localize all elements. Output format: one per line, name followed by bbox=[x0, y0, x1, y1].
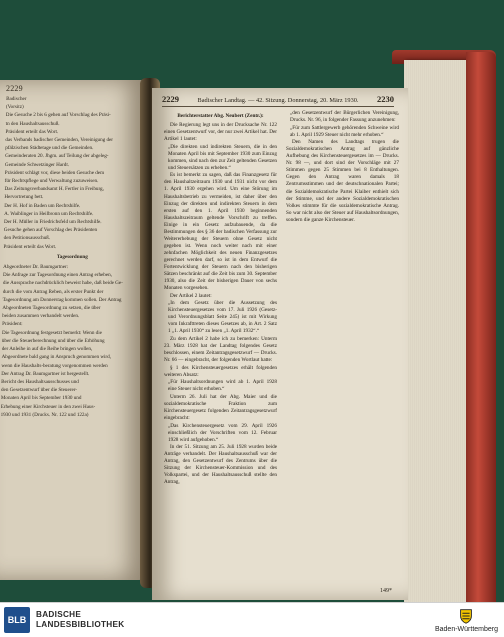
left-page-line: Bericht des Haushaltsausschusses und bbox=[1, 378, 79, 385]
page-signature: 149* bbox=[380, 588, 392, 594]
paragraph: „In dem Gesetz über die Aussetzung des Kirchensteuergesetzes vom 17. Juli 1926 (Gesetz- und Verordnungsblatt Seite 245) ist mit Wirkung vom Inkrafttreten dieses Gesetzes ab, in Art. 2 Satz 1 „1. April 1930“ zu lesen „1. April 1932“.“ bbox=[168, 300, 277, 335]
left-page-line: über die Steuerberechnung und über die Erhöhung bbox=[1, 337, 105, 344]
left-page-line: Der H. Müller in Friedrichsfeld um Rechtshilfe. bbox=[3, 219, 102, 226]
left-page-line: tn den Haushaltsausschuß. bbox=[5, 120, 60, 127]
text-column-1 bbox=[164, 110, 277, 580]
running-head: Badischer Landtag. — 42. Sitzung. Donnerstag, 20. März 1930. bbox=[197, 97, 359, 104]
left-page-line: wenn die Haushalts-beratung vorgenommen werden bbox=[1, 362, 108, 369]
paragraph: Die Regierung legt uns in der Drucksache Nr. 122 einen Gesetzentwurf vor, der nur zwei Artikel hat. Der Artikel 1 lautet: bbox=[164, 122, 278, 143]
state-name: Baden-Württemberg bbox=[434, 626, 498, 633]
blb-logo: BLB bbox=[4, 607, 30, 633]
left-page-number: 2229 bbox=[6, 84, 23, 93]
text-column-2 bbox=[286, 110, 399, 580]
paragraph: „Für Haushaltsordnungen wird ab 1. April 1928 eine Steuer nicht erhoben.“ bbox=[168, 379, 277, 393]
left-page-line: Badischer bbox=[6, 96, 27, 102]
blb-name bbox=[36, 610, 125, 630]
section-heading: Berichterstatter Abg. Neubert (Zentr.): bbox=[177, 113, 264, 119]
left-page-line: Tagesordnung bbox=[56, 253, 88, 260]
left-page-line: für Rechtspflege und Verwaltung zuzuweisen. bbox=[4, 178, 99, 185]
left-page-line: das Verbands badischer Gemeinden, Vereinigung der bbox=[5, 137, 114, 144]
left-page-line: Präsident schlägt vor, diese beiden Gesuche dem bbox=[4, 169, 105, 176]
right-page-number-left: 2229 bbox=[162, 94, 179, 104]
paragraph: In der 51. Sitzung am 25. Juli 1928 wurden beide Anträge verhandelt. Der Haushaltsausschuß war der Antrag, den Gesetzentwurf des Zentrums über die Sitzung der Kirchensteuer-Kommission und des Volkspartei, und der Haushaltsausschuß stellte den Antrag, bbox=[164, 444, 277, 486]
left-page-line: Tagesordnung am Donnerstag kommen sollen. Der Antrag bbox=[2, 296, 122, 303]
paragraph: Zu dem Artikel 2 habe ich zu bemerken: Unterm 23. März 1928 hat der Landtag folgendes Gesetz beschlossen, einem Zeitantragsgesetzwurf — Drucks. Nr. 66 — eingebracht, der folgenden Wortlaut hatte: bbox=[164, 335, 277, 364]
org-line-1: BADISCHE bbox=[36, 610, 82, 619]
book-cover-edge bbox=[466, 52, 496, 602]
paragraph: Unterm 26. Juli hat der Abg. Maier und die sozialdemokratische Fraktion zum Kirchensteuergesetz folgenden Zeitantragsgesetzwurf eingebracht: bbox=[164, 393, 277, 421]
footer-bar bbox=[0, 602, 504, 637]
paragraph: „den Gesetzentwurf der Bürgerlichen Vereinigung, Drucks. Nr. 96, in folgender Fassung anzunehmen: bbox=[290, 110, 399, 124]
paragraph: Es ist bemerkt zu sagen, daß das Finanzgesetz für den Haushaltzeitraum 1930 und 1931 nicht vor dem 1. April 1930 ergehen wird. Um eine Störung im Haushaltsbetrieb zu vermeiden, ist daher über den Einzug der direkten und indirekten Steuern in dem ersten auf den 1. April 1930 beginnenden Haushaltszeitraum geltende Vorschrift zu treffen. Einige in ein Gesetz aufzubauende, da die Bestimmungen des § 36 der badischen Verfassung zur Weitererhebung der Steuern ohne Gesetz nicht gegeben ist. Wenn noch weiter nach mit einer zehnfachen Möglichkeit des neuen Finanzgesetzes gerechnet werden darf, so ist in dem Entwurf die Fortentwicklung der Steuern nach den bisherigen Sätzen beschränkt auf die Zeit bis zum 30. September 1930, also die Zeit der bisherigen Dauer von sechs Monaten vorgesehen. bbox=[164, 172, 277, 292]
paragraph: § 1 des Kirchensteuergesetzes erhält folgenden weiteren Absatz: bbox=[164, 364, 277, 378]
left-page-line: Gesuche gehen auf Vorschlag des Präsidenten bbox=[3, 227, 98, 234]
left-page-line: pfälzischen Städtetage und die Gemeinden. bbox=[5, 145, 94, 152]
left-page-line: Erhebung einer Kirchsteuer in den zwei Haus- bbox=[0, 403, 96, 410]
left-page-line: die Aussprache nachdrücklich beweist habe, daß beide Ge- bbox=[2, 280, 123, 287]
crest-icon bbox=[457, 607, 475, 625]
left-page-line: Abgeordnete bald gang in Anspruch genommen wird, bbox=[1, 354, 112, 361]
left-page-line: Der Antrag Dr. Baumgartner ist hergestellt. bbox=[1, 370, 90, 377]
left-page-line: Präsident: bbox=[2, 321, 23, 328]
left-page-line: Präsident erteilt das Wort. bbox=[5, 128, 59, 135]
right-page bbox=[152, 88, 408, 600]
left-page-line: A. Waiblinger in Heilbronn um Rechtshilfe. bbox=[4, 210, 94, 217]
left-page-line: Der H. Hof in Baden um Rechtshilfe. bbox=[4, 202, 81, 209]
left-page-line: den Petitionsausschuß. bbox=[3, 235, 51, 242]
paragraph: „Das Kirchensteuergesetz vom 29. April 1926 einschließlich der Vorschriften vom 12. Februar 1928 wird aufgehoben.“ bbox=[168, 422, 277, 443]
page-edges bbox=[404, 60, 474, 602]
paragraph: Der Artikel 2 lautet: bbox=[170, 292, 212, 299]
book-scan bbox=[0, 28, 500, 598]
left-page-line: den Gesetzentwurf über die Steuerer- bbox=[0, 387, 78, 394]
left-page-line: beiden zusammen verhandelt werden. bbox=[2, 313, 80, 320]
paragraph: Den Namen des Landtags trugen die Sozialdemokratischen Antrag auf gänzliche Aufhebung des Kirchensteuergesetzes im — Drucks. Nr. 98 —, und dort sind der Vorschläge mit 27 Stimmen gegen 25 Stimmen bei 8 Enthaltungen. Gegen den Antrag waren damals 18 Zentrumsstimmen und der deutschnationalen Partei; die Sozialdemokratische Partei Klaiber enthielt sich der Stimme, und der andere Sozialdemokratischen Volkes stimmte für die sozialdemokratische Antrag. So war nicht also der Steuer auf Haushaltsordnungen, sondern die ganze Kirchensteuer. bbox=[286, 139, 399, 223]
state-logo bbox=[435, 607, 498, 633]
left-page-line: Abgeordneten Tagesordnung zu setzen, die über bbox=[2, 305, 101, 312]
left-page-line: Abgeordneter Dr. Baumgartner: bbox=[3, 264, 69, 271]
left-page-text bbox=[0, 96, 144, 572]
header-rule bbox=[162, 106, 394, 107]
left-page-line: durch die vom Antrag Reben, als erster Punkt der bbox=[2, 288, 104, 295]
left-page-line: Monaten April bis September 1930 und bbox=[0, 395, 82, 402]
left-page-line: Die Gesuche 2 bis 6 gehen auf Vorschlag des Präsi- bbox=[5, 112, 111, 119]
left-page-line: Die Anfrage zur Tagesordnung einen Antrag erheben, bbox=[2, 272, 112, 279]
right-page-header bbox=[162, 94, 394, 104]
paragraph: „Für zum Sattlergewerb gehörenden Schweine wird ab 1. April 1929 Steuer nicht mehr erhoben.“ bbox=[290, 124, 399, 138]
left-page-line: der Anleihe in auf die Reihe bringen wollen, bbox=[1, 346, 93, 353]
left-page-line: Gemeinde Schwetzinger Hardt. bbox=[4, 161, 70, 168]
left-page bbox=[0, 80, 148, 580]
left-page-line: Die Tagesordnung festgesetzt bemerkt: Wenn die bbox=[1, 329, 102, 336]
left-page-line: Hervortretung bett. bbox=[4, 194, 44, 201]
org-line-2: LANDESBIBLIOTHEK bbox=[36, 620, 125, 629]
right-page-number: 2230 bbox=[376, 94, 394, 104]
left-page-line: Präsident erteilt das Wort. bbox=[3, 243, 57, 250]
left-page-line: Gemeinderaten 20. Jhgm. auf Teilung der abgeleg- bbox=[5, 153, 109, 160]
paragraph: „Die direkten und indirekten Steuern, die in den Monaten April bis mit September 1930 zum Einzug kommen, sind nach den zur Zeit geltenden Gesetzen und Steuersätzen zu erheben.“ bbox=[168, 143, 277, 171]
left-page-line: (Vorsitz) bbox=[5, 104, 24, 111]
left-page-line: Das Zeitungsverbandsamt H. Fertler in Freiburg, bbox=[4, 186, 104, 193]
left-page-line: 1930 und 1931 (Drucks. Nr. 122 und 122a) bbox=[0, 411, 89, 418]
